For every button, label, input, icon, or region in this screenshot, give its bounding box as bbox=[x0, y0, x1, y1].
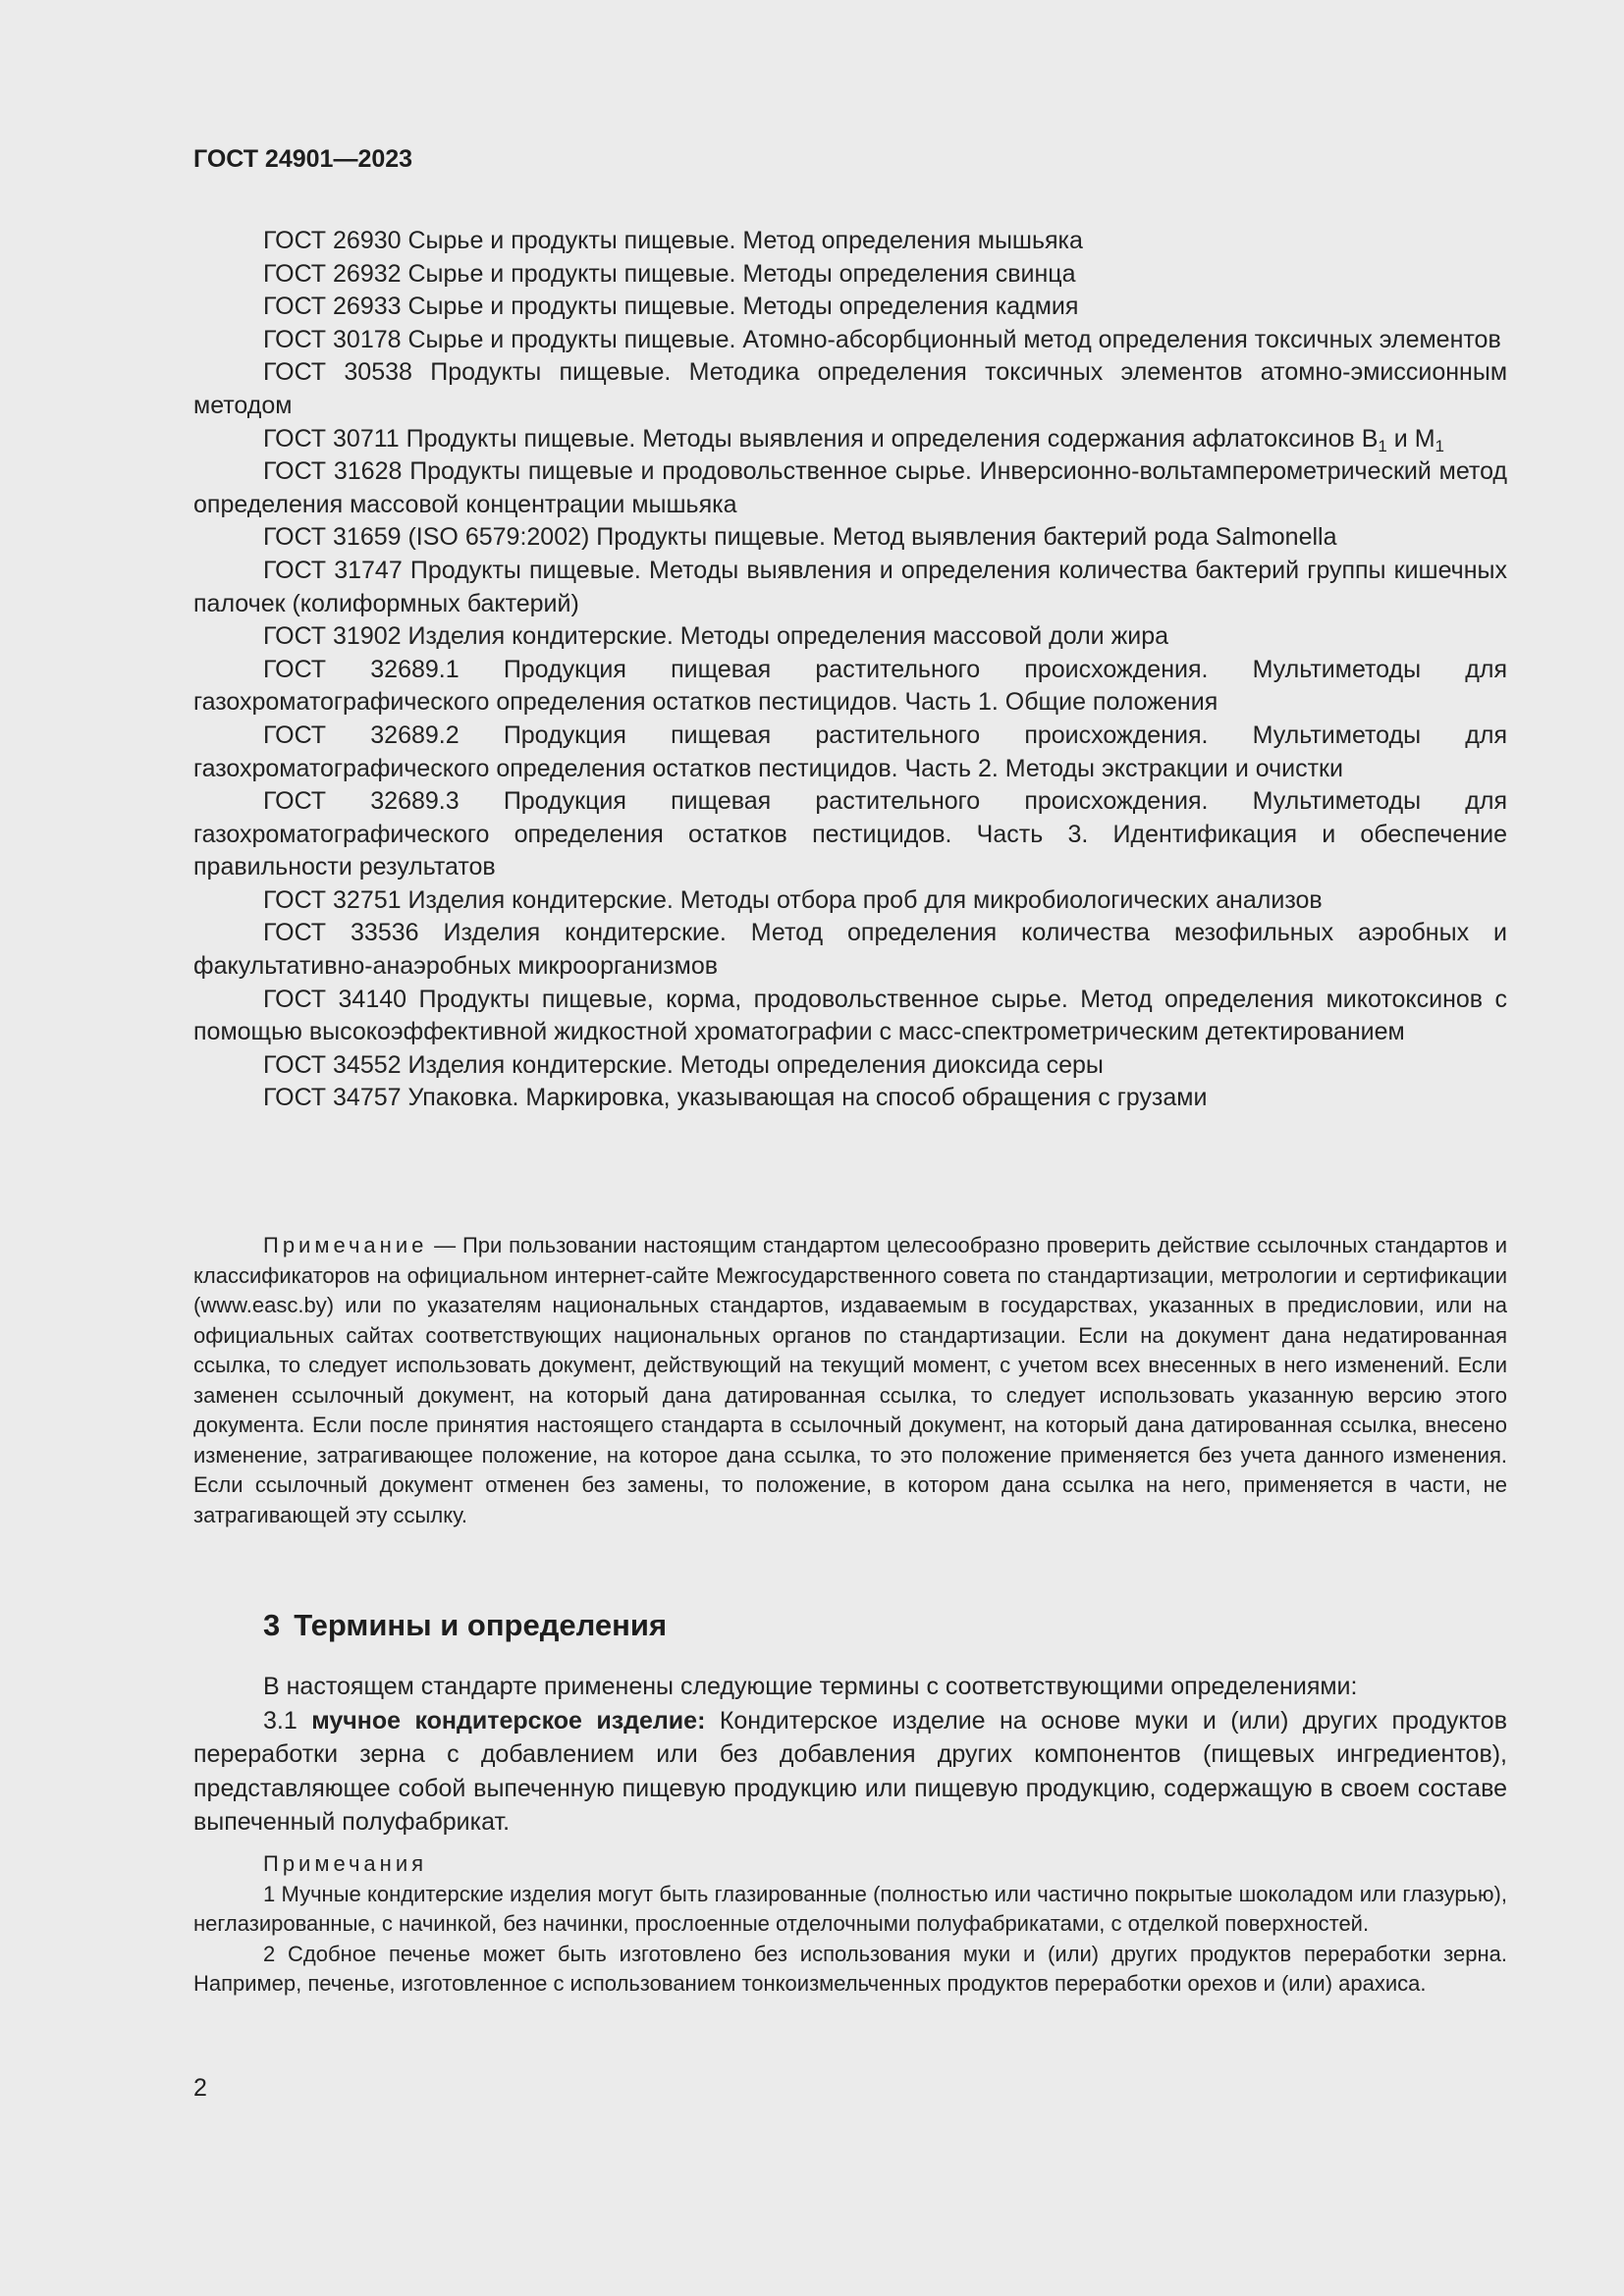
section-title: Термины и определения bbox=[294, 1608, 668, 1642]
reference-title: Продукты пищевые, корма, продовольственное сырье. Метод определения микотоксинов с помощью высокоэффективной жидкостной хроматографии с масс-спектрометрическим детектированием bbox=[193, 985, 1508, 1046]
section-heading bbox=[263, 1608, 667, 1643]
reference-item bbox=[193, 225, 1507, 258]
reference-title: Изделия кондитерские. Методы определения массовой доли жира bbox=[407, 622, 1169, 651]
term-definition bbox=[193, 1704, 1507, 1840]
reference-item bbox=[193, 1082, 1507, 1115]
subscript: 1 bbox=[1378, 436, 1387, 455]
note-item bbox=[193, 1880, 1507, 1940]
reference-title: Изделия кондитерские. Методы определения диоксида серы bbox=[407, 1050, 1104, 1079]
reference-item bbox=[193, 423, 1507, 456]
reference-item bbox=[193, 324, 1507, 357]
reference-code: ГОСТ 30178 bbox=[263, 325, 402, 353]
reference-item bbox=[193, 720, 1507, 785]
reference-title: Сырье и продукты пищевые. Метод определения мышьяка bbox=[407, 227, 1083, 254]
reference-code: ГОСТ 31902 bbox=[263, 622, 402, 651]
note-item bbox=[193, 1940, 1507, 2000]
reference-code: ГОСТ 26933 bbox=[263, 293, 402, 321]
reference-item bbox=[193, 258, 1507, 292]
term-number: 3.1 bbox=[263, 1706, 298, 1735]
reference-code: ГОСТ 30538 bbox=[263, 358, 412, 387]
document-header: ГОСТ 24901—2023 bbox=[193, 145, 413, 173]
note-text: — При пользовании настоящим стандартом целесообразно проверить действие ссылочных стандартов и классификаторов на официальном интернет-сайте Межгосударственного совета по стандартизации, метрологии и сертификации (www.easc.by) или по указателям национальных стандартов, издаваемым в государствах, указанных в предисловии, или на официальных сайтах соответствующих национальных органов по стандартизации. Если на документ дана недатированная ссылка, то следует использовать документ, действующий на текущий момент, с учетом всех внесенных в него изменений. Если заменен ссылочный документ, на который дана датированная ссылка, то следует использовать указанную версию этого документа. Если после принятия настоящего стандарта в ссылочный документ, на который дана датированная ссылка, внесено изменение, затрагивающее положение, на которое дана ссылка, то это положение применяется без учета данного изменения. Если ссылочный документ отменен без замены, то положение, в котором дана ссылка на него, применяется в части, не затрагивающей эту ссылку. bbox=[193, 1233, 1507, 1527]
reference-item bbox=[193, 884, 1507, 918]
reference-title-cont: и М bbox=[1386, 424, 1435, 453]
note-number: 2 bbox=[263, 1941, 276, 1966]
reference-item bbox=[193, 1049, 1507, 1083]
note-number: 1 bbox=[263, 1881, 276, 1906]
reference-title: Продукция пищевая растительного происхождения. Мультиметоды для газохроматографического определения остатков пестицидов. Часть 1. Общие положения bbox=[193, 655, 1507, 717]
reference-code: ГОСТ 32751 bbox=[263, 885, 402, 914]
subscript: 1 bbox=[1435, 436, 1445, 455]
reference-title: Продукты пищевые. Методы выявления и определения содержания афлатоксинов В bbox=[406, 424, 1379, 453]
reference-title: Сырье и продукты пищевые. Методы определения свинца bbox=[407, 259, 1076, 288]
reference-item bbox=[193, 785, 1507, 884]
reference-code: ГОСТ 33536 bbox=[263, 919, 419, 947]
reference-code: ГОСТ 34757 bbox=[263, 1084, 402, 1112]
reference-title: Изделия кондитерские. Метод определения количества мезофильных аэробных и факультативно-анаэробных микроорганизмов bbox=[193, 919, 1508, 981]
note-label: Примечание bbox=[263, 1233, 428, 1257]
reference-code: ГОСТ 31628 bbox=[263, 457, 403, 486]
reference-title: Продукты пищевые. Методика определения токсичных элементов атомно-эмиссионным методом bbox=[193, 358, 1508, 419]
reference-title: Продукты пищевые и продовольственное сырье. Инверсионно-вольтамперометрический метод определения массовой концентрации мышьяка bbox=[193, 457, 1508, 518]
reference-item bbox=[193, 521, 1507, 555]
reference-code: ГОСТ 30711 bbox=[263, 424, 400, 453]
reference-code: ГОСТ 32689.1 bbox=[263, 655, 460, 683]
reference-title: Сырье и продукты пищевые. Атомно-абсорбционный метод определения токсичных элементов bbox=[407, 325, 1501, 353]
reference-title: Продукция пищевая растительного происхождения. Мультиметоды для газохроматографического определения остатков пестицидов. Часть 3. Идентификация и обеспечение правильности результатов bbox=[193, 787, 1507, 881]
terms-intro: В настоящем стандарте применены следующие термины с соответствующими определениями: bbox=[263, 1673, 1358, 1700]
normative-references-list bbox=[193, 225, 1507, 1115]
term-text: Кондитерское изделие на основе муки и (или) других продуктов переработки зерна с добавлением или без добавления других компонентов (пищевых ингредиентов), представляющее собой выпеченную пищевую продукцию или пищевую продукцию, содержащую в своем составе выпеченный полуфабрикат. bbox=[193, 1706, 1507, 1836]
reference-item bbox=[193, 455, 1507, 521]
reference-code: ГОСТ 26930 bbox=[263, 227, 402, 254]
reference-title: Продукция пищевая растительного происхождения. Мультиметоды для газохроматографического определения остатков пестицидов. Часть 2. Методы экстракции и очистки bbox=[193, 721, 1507, 782]
term-notes bbox=[193, 1849, 1507, 2000]
reference-code: ГОСТ 26932 bbox=[263, 259, 402, 288]
reference-title: Продукты пищевые. Метод выявления бактерий рода Salmonella bbox=[596, 523, 1337, 552]
reference-item bbox=[193, 555, 1507, 620]
reference-code: ГОСТ 31747 bbox=[263, 556, 403, 584]
reference-title: Упаковка. Маркировка, указывающая на способ обращения с грузами bbox=[407, 1084, 1208, 1112]
reference-item bbox=[193, 620, 1507, 654]
reference-item bbox=[193, 654, 1507, 720]
reference-title: Сырье и продукты пищевые. Методы определения кадмия bbox=[407, 293, 1079, 321]
term-name: мучное кондитерское изделие: bbox=[311, 1706, 706, 1735]
references-note bbox=[193, 1231, 1507, 1530]
reference-code: ГОСТ 32689.2 bbox=[263, 721, 460, 749]
reference-title: Продукты пищевые. Методы выявления и определения количества бактерий группы кишечных палочек (колиформных бактерий) bbox=[193, 556, 1507, 617]
reference-item bbox=[193, 291, 1507, 324]
reference-title: Изделия кондитерские. Методы отбора проб для микробиологических анализов bbox=[407, 885, 1323, 914]
section-number: 3 bbox=[263, 1608, 281, 1642]
terms-body bbox=[193, 1670, 1507, 1840]
reference-item bbox=[193, 984, 1507, 1049]
note-item-text: Сдобное печенье может быть изготовлено без использования муки и (или) других продуктов переработки зерна. Например, печенье, изготовленное с использованием тонкоизмельченных продуктов переработки орехов и (или) арахиса. bbox=[193, 1941, 1507, 1996]
notes-label: Примечания bbox=[263, 1851, 428, 1876]
note-item-text: Мучные кондитерские изделия могут быть глазированные (полностью или частично покрытые шоколадом или глазурью), неглазированные, с начинкой, без начинки, прослоенные отделочными полуфабрикатами, с отделкой поверхностей. bbox=[193, 1881, 1507, 1936]
reference-code: ГОСТ 31659 (ISO 6579:2002) bbox=[263, 523, 590, 552]
reference-item bbox=[193, 356, 1507, 422]
reference-code: ГОСТ 34140 bbox=[263, 985, 407, 1013]
reference-code: ГОСТ 32689.3 bbox=[263, 787, 460, 816]
reference-item bbox=[193, 917, 1507, 983]
reference-code: ГОСТ 34552 bbox=[263, 1050, 402, 1079]
page-number: 2 bbox=[193, 2074, 207, 2102]
